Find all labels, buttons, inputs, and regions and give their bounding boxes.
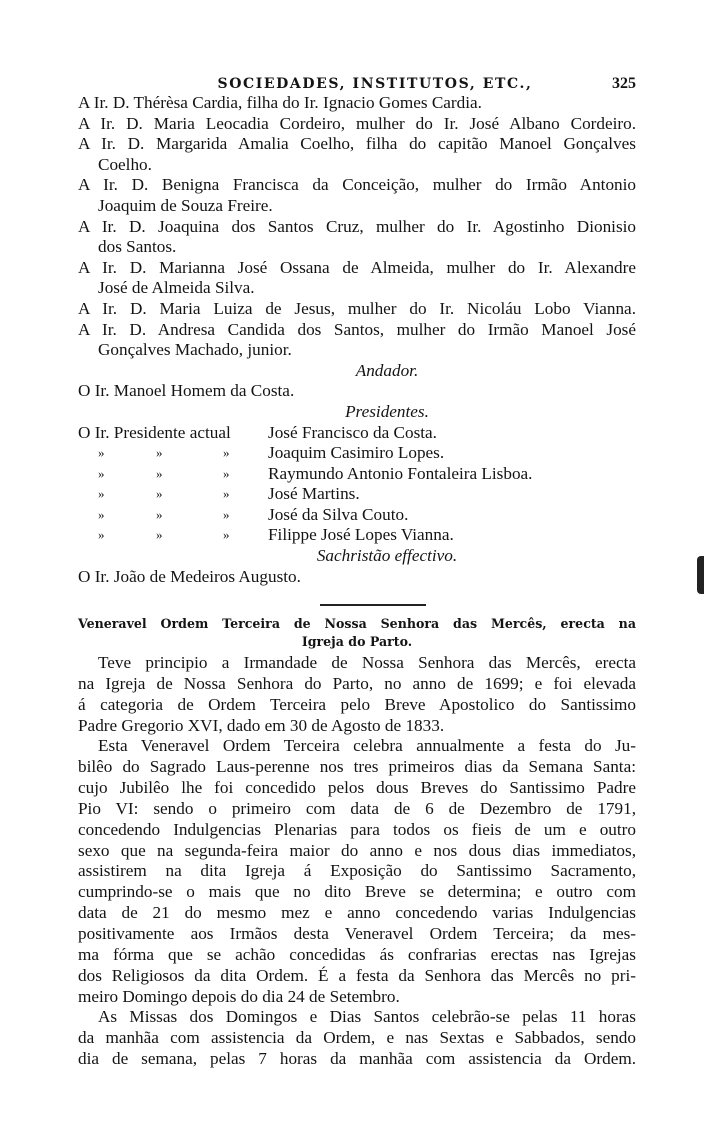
body-line: sexo que na segunda-feira maior do anno e nos dous dias immediatos, <box>78 840 636 860</box>
president-name: José Francisco da Costa. <box>268 422 437 442</box>
president-prefix: O Ir. Presidente actual <box>78 422 231 442</box>
ditto-mark: » <box>98 486 105 502</box>
andador-name: O Ir. Manoel Homem da Costa. <box>78 381 295 401</box>
body-line: positivamente aos Irmãos desta Veneravel Ordem Terceira; da mes- <box>78 923 636 943</box>
ditto-mark: » <box>223 486 230 502</box>
body-line: dos Religiosos da dita Ordem. É a festa da Senhora das Mercês no pri- <box>78 965 636 985</box>
president-row <box>78 443 636 464</box>
body-line: Teve principio a Irmandade de Nossa Senhora das Mercês, erecta <box>98 653 636 672</box>
ditto-mark: » <box>223 506 230 522</box>
member-line: A Ir. D. Maria Leocadia Cordeiro, mulher do Ir. José Albano Cordeiro. <box>78 113 636 133</box>
presidentes-heading: Presidentes. <box>345 401 429 421</box>
president-name: Joaquim Casimiro Lopes. <box>268 443 445 463</box>
member-line: A Ir. D. Andresa Candida dos Santos, mulher do Irmão Manoel José <box>78 319 636 339</box>
ditto-mark: » <box>223 445 230 461</box>
body-line: Pio VI: sendo o primeiro com data de 6 de Dezembro de 1791, <box>78 798 636 818</box>
president-row <box>78 464 636 485</box>
ditto-mark: » <box>156 506 163 522</box>
section-title-line: Igreja do Parto. <box>301 634 413 649</box>
body-line: Padre Gregorio XVI, dado em 30 de Agosto de 1833. <box>78 715 445 735</box>
president-name: José da Silva Couto. <box>268 504 409 524</box>
president-name: José Martins. <box>268 484 360 504</box>
member-line: A Ir. D. Marianna José Ossana de Almeida, mulher do Ir. Alexandre <box>78 257 636 277</box>
body-line: data de 21 do mesmo mez e anno concedendo varias Indulgencias <box>78 903 636 923</box>
member-line: José de Almeida Silva. <box>98 278 255 298</box>
section-body <box>78 653 636 1070</box>
president-row <box>78 423 636 444</box>
body-line: ma fórma que se achão concedidas ás confrarias erectas nas Igrejas <box>78 944 636 964</box>
body-line: concedendo Indulgencias Plenarias para todos os fieis de um e outro <box>78 819 636 839</box>
ditto-mark: » <box>156 465 163 481</box>
president-row <box>78 484 636 505</box>
member-line: A Ir. D. Maria Luiza de Jesus, mulher do Ir. Nicoláu Lobo Vianna. <box>78 298 636 318</box>
section-divider <box>320 604 426 606</box>
ditto-mark: » <box>156 486 163 502</box>
member-line: A Ir. D. Margarida Amalia Coelho, filha do capitão Manoel Gonçalves <box>78 134 636 154</box>
sachristao-name: O Ir. João de Medeiros Augusto. <box>78 566 301 586</box>
ditto-mark: » <box>156 527 163 543</box>
body-line: dia de semana, pelas 7 horas da manhãa com assistencia da Ordem. <box>78 1049 636 1069</box>
running-header-title: SOCIEDADES, INSTITUTOS, ETC., <box>217 76 533 92</box>
body-line: cujo Jubilêo lhe foi concedido pelos dous Breves do Santissimo Padre <box>78 778 636 798</box>
section-title-line: Veneravel Ordem Terceira de Nossa Senhora das Mercês, erecta na <box>78 616 636 631</box>
president-row <box>78 525 636 546</box>
member-line: Gonçalves Machado, junior. <box>98 340 292 360</box>
president-name: Raymundo Antonio Fontaleira Lisboa. <box>268 463 533 483</box>
member-line: dos Santos. <box>98 237 177 257</box>
andador-heading: Andador. <box>355 360 419 380</box>
member-line: Coelho. <box>98 154 152 174</box>
ditto-mark: » <box>156 445 163 461</box>
body-line: Esta Veneravel Ordem Terceira celebra annualmente a festa do Ju- <box>98 736 636 756</box>
member-list <box>78 93 636 587</box>
body-line: As Missas dos Domingos e Dias Santos celebrão-se pelas 11 horas <box>98 1007 636 1027</box>
ditto-mark: » <box>223 465 230 481</box>
body-line: meiro Domingo depois do dia 24 de Setembro. <box>78 986 400 1006</box>
member-line: A Ir. D. Joaquina dos Santos Cruz, mulher do Ir. Agostinho Dionisio <box>78 216 636 236</box>
page-number: 325 <box>612 75 636 92</box>
member-line: A Ir. D. Benigna Francisca da Conceição, mulher do Irmão Antonio <box>78 175 636 195</box>
president-name: Filippe José Lopes Vianna. <box>268 525 454 545</box>
member-line: Joaquim de Souza Freire. <box>98 195 273 215</box>
body-line: cumprindo-se o mais que no dito Breve se determina; e outro com <box>78 882 636 902</box>
section-title <box>78 615 636 651</box>
ditto-mark: » <box>98 506 105 522</box>
ditto-mark: » <box>223 527 230 543</box>
ditto-mark: » <box>98 465 105 481</box>
president-row <box>78 505 636 526</box>
ditto-mark: » <box>98 527 105 543</box>
body-line: assistirem na dita Igreja á Exposição do Santissimo Sacramento, <box>78 861 636 881</box>
ditto-mark: » <box>98 445 105 461</box>
body-line: bilêo do Sagrado Laus-perenne nos tres primeiros dias da Semana Santa: <box>78 757 636 777</box>
sachristao-heading: Sachristão effectivo. <box>316 546 458 566</box>
body-line: na Igreja de Nossa Senhora do Parto, no anno de 1699; e foi elevada <box>78 673 636 693</box>
body-line: da manhãa com assistencia da Ordem, e nas Sextas e Sabbados, sendo <box>78 1028 636 1048</box>
body-line: á categoria de Ordem Terceira pelo Breve Apostolico do Santissimo <box>78 694 636 714</box>
member-line: A Ir. D. Thérèsa Cardia, filha do Ir. Ignacio Gomes Cardia. <box>78 93 482 112</box>
scan-edge-mark <box>697 556 704 594</box>
